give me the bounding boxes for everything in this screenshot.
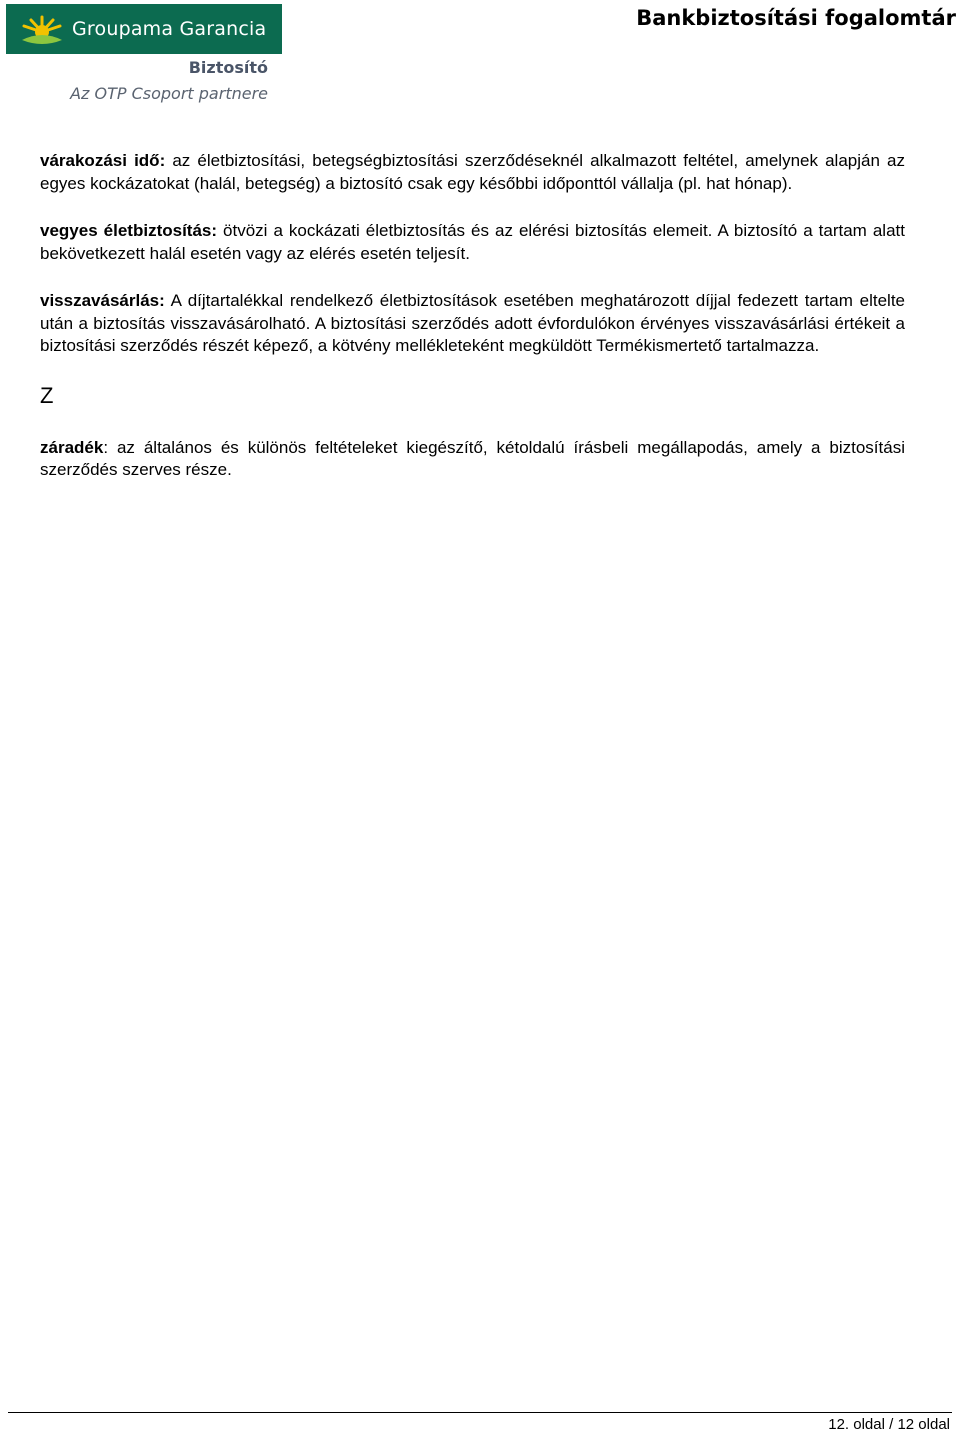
entry-term: záradék: [40, 437, 104, 457]
entry-definition: A díjtartalékkal rendelkező életbiztosítások esetében meghatározott díjjal fedezett tartam eltelte után a biztosítás visszavásárolható. A biztosítási szerződés adott évfordulókon érvényes visszavásárlási értékeit a biztosítási szerződés részét képező, a kötvény mellékleteként megküldött Termékismertető tartalmazza.: [40, 291, 905, 355]
glossary-content: [40, 150, 905, 507]
glossary-entry: [40, 437, 905, 482]
glossary-entry: [40, 220, 905, 265]
entry-term: visszavásárlás:: [40, 291, 165, 310]
glossary-entry: [40, 290, 905, 358]
entry-definition: : az általános és különös feltételeket kiegészítő, kétoldalú írásbeli megállapodás, amely a biztosítási szerződés szerves része.: [40, 437, 905, 479]
sun-leaf-emblem-icon: [20, 14, 64, 48]
entry-term: vegyes életbiztosítás:: [40, 221, 218, 240]
glossary-entry: [40, 150, 905, 195]
logo-subtitle: Biztosító: [188, 58, 268, 77]
logo-banner: [6, 4, 282, 54]
page-number: 12. oldal / 12 oldal: [828, 1416, 950, 1433]
footer-divider: [8, 1412, 952, 1413]
section-letter-heading: Z: [40, 382, 54, 408]
entry-definition: az életbiztosítási, betegségbiztosítási szerződéseknél alkalmazott feltétel, amelynek alapján az egyes kockázatokat (halál, betegség) a biztosító csak egy későbbi időponttól vállalja (pl. hat hónap).: [40, 151, 906, 193]
logo-brand-text: Groupama Garancia: [72, 18, 267, 40]
entry-term: várakozási idő:: [40, 151, 166, 170]
logo-tagline: Az OTP Csoport partnere: [70, 84, 268, 103]
document-title: Bankbiztosítási fogalomtár: [636, 6, 956, 30]
entry-definition: ötvözi a kockázati életbiztosítás és az elérési biztosítás elemeit. A biztosító a tartam alatt bekövetkezett halál esetén vagy az elérés esetén teljesít.: [40, 221, 905, 263]
company-logo: [6, 4, 282, 106]
